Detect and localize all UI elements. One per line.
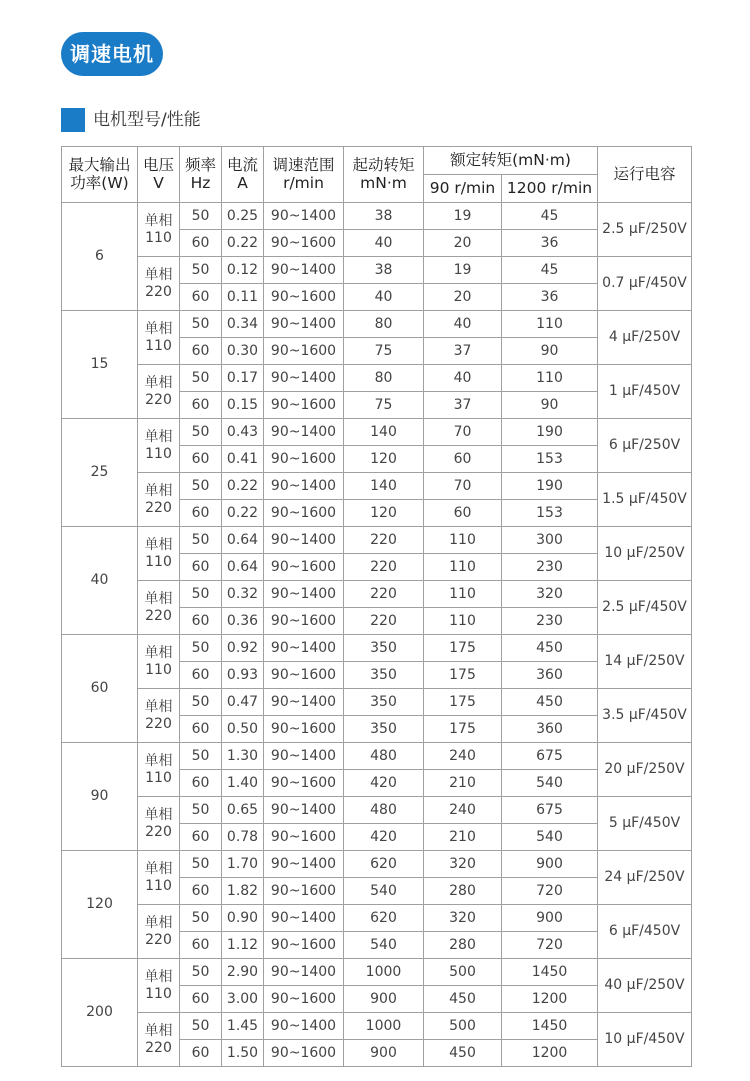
cell-frequency: 60 xyxy=(180,392,222,419)
cell-current: 0.50 xyxy=(222,716,264,743)
cell-voltage: 单相 220 xyxy=(138,257,180,311)
cell-rated-torque-90: 110 xyxy=(424,581,502,608)
cell-rated-torque-1200: 110 xyxy=(502,365,598,392)
cell-current: 0.25 xyxy=(222,203,264,230)
cell-starting-torque: 140 xyxy=(344,419,424,446)
cell-speed-range: 90~1400 xyxy=(264,419,344,446)
cell-rated-torque-1200: 720 xyxy=(502,932,598,959)
cell-starting-torque: 350 xyxy=(344,662,424,689)
cell-starting-torque: 120 xyxy=(344,500,424,527)
cell-speed-range: 90~1600 xyxy=(264,446,344,473)
section-badge: 调速电机 xyxy=(61,32,163,76)
cell-rated-torque-90: 175 xyxy=(424,635,502,662)
cell-current: 0.11 xyxy=(222,284,264,311)
cell-frequency: 60 xyxy=(180,500,222,527)
cell-current: 0.17 xyxy=(222,365,264,392)
cell-rated-torque-1200: 540 xyxy=(502,770,598,797)
cell-starting-torque: 350 xyxy=(344,716,424,743)
table-row xyxy=(62,581,692,608)
header-starting-torque: 起动转矩 mN·m xyxy=(344,147,424,203)
cell-capacitor: 2.5 µF/250V xyxy=(598,203,692,257)
table-row xyxy=(62,851,692,878)
cell-power: 60 xyxy=(62,635,138,743)
cell-frequency: 50 xyxy=(180,959,222,986)
cell-speed-range: 90~1600 xyxy=(264,284,344,311)
cell-frequency: 50 xyxy=(180,1013,222,1040)
cell-current: 0.34 xyxy=(222,311,264,338)
cell-speed-range: 90~1400 xyxy=(264,1013,344,1040)
cell-voltage: 单相 220 xyxy=(138,689,180,743)
cell-voltage: 单相 220 xyxy=(138,365,180,419)
cell-rated-torque-90: 60 xyxy=(424,446,502,473)
cell-rated-torque-90: 19 xyxy=(424,257,502,284)
cell-capacitor: 14 µF/250V xyxy=(598,635,692,689)
cell-capacitor: 6 µF/450V xyxy=(598,905,692,959)
cell-power: 90 xyxy=(62,743,138,851)
cell-frequency: 60 xyxy=(180,662,222,689)
cell-speed-range: 90~1400 xyxy=(264,311,344,338)
cell-rated-torque-1200: 190 xyxy=(502,473,598,500)
cell-rated-torque-90: 110 xyxy=(424,608,502,635)
cell-current: 3.00 xyxy=(222,986,264,1013)
cell-rated-torque-1200: 320 xyxy=(502,581,598,608)
cell-power: 200 xyxy=(62,959,138,1067)
table-row xyxy=(62,365,692,392)
cell-frequency: 60 xyxy=(180,608,222,635)
cell-speed-range: 90~1400 xyxy=(264,635,344,662)
cell-speed-range: 90~1400 xyxy=(264,905,344,932)
table-row xyxy=(62,689,692,716)
cell-speed-range: 90~1600 xyxy=(264,932,344,959)
cell-power: 25 xyxy=(62,419,138,527)
cell-current: 0.78 xyxy=(222,824,264,851)
cell-rated-torque-1200: 230 xyxy=(502,608,598,635)
cell-frequency: 60 xyxy=(180,986,222,1013)
cell-starting-torque: 40 xyxy=(344,284,424,311)
cell-rated-torque-1200: 450 xyxy=(502,635,598,662)
cell-speed-range: 90~1600 xyxy=(264,230,344,257)
cell-starting-torque: 420 xyxy=(344,770,424,797)
cell-rated-torque-1200: 190 xyxy=(502,419,598,446)
table-row xyxy=(62,905,692,932)
header-voltage: 电压 V xyxy=(138,147,180,203)
cell-current: 0.12 xyxy=(222,257,264,284)
cell-speed-range: 90~1600 xyxy=(264,770,344,797)
table-row xyxy=(62,1013,692,1040)
cell-voltage: 单相 220 xyxy=(138,797,180,851)
cell-current: 0.92 xyxy=(222,635,264,662)
cell-rated-torque-1200: 360 xyxy=(502,662,598,689)
cell-power: 120 xyxy=(62,851,138,959)
cell-starting-torque: 40 xyxy=(344,230,424,257)
cell-starting-torque: 350 xyxy=(344,689,424,716)
cell-rated-torque-90: 240 xyxy=(424,797,502,824)
cell-frequency: 50 xyxy=(180,203,222,230)
cell-rated-torque-1200: 900 xyxy=(502,851,598,878)
cell-frequency: 50 xyxy=(180,689,222,716)
cell-speed-range: 90~1400 xyxy=(264,365,344,392)
header-rated-90: 90 r/min xyxy=(424,175,502,203)
cell-speed-range: 90~1600 xyxy=(264,608,344,635)
cell-frequency: 50 xyxy=(180,743,222,770)
cell-rated-torque-90: 210 xyxy=(424,770,502,797)
cell-speed-range: 90~1600 xyxy=(264,500,344,527)
header-rated-torque: 额定转矩(mN·m) xyxy=(424,147,598,175)
cell-starting-torque: 220 xyxy=(344,608,424,635)
cell-rated-torque-1200: 360 xyxy=(502,716,598,743)
cell-frequency: 50 xyxy=(180,851,222,878)
cell-rated-torque-1200: 90 xyxy=(502,392,598,419)
cell-rated-torque-1200: 1450 xyxy=(502,959,598,986)
cell-starting-torque: 480 xyxy=(344,797,424,824)
cell-rated-torque-90: 450 xyxy=(424,1040,502,1067)
cell-capacitor: 1.5 µF/450V xyxy=(598,473,692,527)
cell-current: 1.30 xyxy=(222,743,264,770)
cell-frequency: 60 xyxy=(180,230,222,257)
cell-rated-torque-90: 320 xyxy=(424,851,502,878)
cell-speed-range: 90~1600 xyxy=(264,986,344,1013)
cell-speed-range: 90~1400 xyxy=(264,527,344,554)
section-title: 电机型号/性能 xyxy=(93,110,201,130)
cell-speed-range: 90~1600 xyxy=(264,1040,344,1067)
cell-capacitor: 24 µF/250V xyxy=(598,851,692,905)
cell-frequency: 50 xyxy=(180,581,222,608)
cell-rated-torque-90: 70 xyxy=(424,473,502,500)
cell-starting-torque: 620 xyxy=(344,851,424,878)
cell-speed-range: 90~1600 xyxy=(264,716,344,743)
cell-rated-torque-90: 450 xyxy=(424,986,502,1013)
cell-current: 1.82 xyxy=(222,878,264,905)
cell-speed-range: 90~1600 xyxy=(264,338,344,365)
cell-current: 1.40 xyxy=(222,770,264,797)
cell-voltage: 单相 110 xyxy=(138,203,180,257)
cell-rated-torque-1200: 230 xyxy=(502,554,598,581)
cell-frequency: 60 xyxy=(180,554,222,581)
cell-starting-torque: 80 xyxy=(344,311,424,338)
cell-power: 40 xyxy=(62,527,138,635)
cell-voltage: 单相 110 xyxy=(138,851,180,905)
cell-current: 1.70 xyxy=(222,851,264,878)
cell-current: 0.64 xyxy=(222,527,264,554)
cell-speed-range: 90~1400 xyxy=(264,581,344,608)
cell-speed-range: 90~1400 xyxy=(264,743,344,770)
cell-starting-torque: 350 xyxy=(344,635,424,662)
cell-current: 0.43 xyxy=(222,419,264,446)
cell-frequency: 50 xyxy=(180,527,222,554)
cell-rated-torque-90: 175 xyxy=(424,689,502,716)
cell-current: 0.36 xyxy=(222,608,264,635)
cell-voltage: 单相 110 xyxy=(138,743,180,797)
cell-rated-torque-90: 37 xyxy=(424,338,502,365)
cell-rated-torque-1200: 45 xyxy=(502,257,598,284)
header-power: 最大输出 功率(W) xyxy=(62,147,138,203)
cell-rated-torque-90: 110 xyxy=(424,554,502,581)
cell-current: 1.50 xyxy=(222,1040,264,1067)
cell-frequency: 60 xyxy=(180,824,222,851)
cell-rated-torque-1200: 36 xyxy=(502,284,598,311)
cell-current: 0.65 xyxy=(222,797,264,824)
table-row xyxy=(62,959,692,986)
cell-rated-torque-1200: 1200 xyxy=(502,1040,598,1067)
cell-rated-torque-1200: 36 xyxy=(502,230,598,257)
cell-starting-torque: 1000 xyxy=(344,959,424,986)
cell-starting-torque: 540 xyxy=(344,932,424,959)
cell-speed-range: 90~1400 xyxy=(264,473,344,500)
cell-capacitor: 1 µF/450V xyxy=(598,365,692,419)
cell-starting-torque: 620 xyxy=(344,905,424,932)
cell-rated-torque-90: 40 xyxy=(424,365,502,392)
cell-voltage: 单相 220 xyxy=(138,581,180,635)
cell-rated-torque-90: 70 xyxy=(424,419,502,446)
cell-frequency: 60 xyxy=(180,446,222,473)
cell-speed-range: 90~1600 xyxy=(264,662,344,689)
cell-rated-torque-90: 20 xyxy=(424,230,502,257)
cell-power: 15 xyxy=(62,311,138,419)
cell-starting-torque: 480 xyxy=(344,743,424,770)
cell-rated-torque-90: 175 xyxy=(424,716,502,743)
cell-voltage: 单相 220 xyxy=(138,473,180,527)
cell-current: 0.32 xyxy=(222,581,264,608)
cell-power: 6 xyxy=(62,203,138,311)
cell-rated-torque-90: 175 xyxy=(424,662,502,689)
cell-capacitor: 40 µF/250V xyxy=(598,959,692,1013)
cell-capacitor: 3.5 µF/450V xyxy=(598,689,692,743)
cell-rated-torque-90: 320 xyxy=(424,905,502,932)
header-speed-range: 调速范围 r/min xyxy=(264,147,344,203)
cell-capacitor: 20 µF/250V xyxy=(598,743,692,797)
spec-table xyxy=(61,146,692,1067)
table-row xyxy=(62,257,692,284)
cell-current: 0.30 xyxy=(222,338,264,365)
cell-starting-torque: 80 xyxy=(344,365,424,392)
cell-rated-torque-1200: 300 xyxy=(502,527,598,554)
cell-starting-torque: 38 xyxy=(344,203,424,230)
cell-speed-range: 90~1400 xyxy=(264,797,344,824)
cell-current: 0.93 xyxy=(222,662,264,689)
cell-voltage: 单相 110 xyxy=(138,419,180,473)
cell-rated-torque-90: 19 xyxy=(424,203,502,230)
table-row xyxy=(62,473,692,500)
cell-capacitor: 0.7 µF/450V xyxy=(598,257,692,311)
cell-starting-torque: 220 xyxy=(344,527,424,554)
cell-speed-range: 90~1600 xyxy=(264,878,344,905)
table-row xyxy=(62,527,692,554)
cell-frequency: 60 xyxy=(180,284,222,311)
cell-rated-torque-1200: 1450 xyxy=(502,1013,598,1040)
cell-rated-torque-90: 20 xyxy=(424,284,502,311)
cell-rated-torque-90: 60 xyxy=(424,500,502,527)
cell-current: 2.90 xyxy=(222,959,264,986)
cell-rated-torque-1200: 720 xyxy=(502,878,598,905)
cell-starting-torque: 75 xyxy=(344,392,424,419)
cell-frequency: 60 xyxy=(180,770,222,797)
cell-frequency: 50 xyxy=(180,257,222,284)
table-row xyxy=(62,743,692,770)
cell-voltage: 单相 110 xyxy=(138,311,180,365)
cell-frequency: 50 xyxy=(180,905,222,932)
cell-voltage: 单相 110 xyxy=(138,635,180,689)
cell-starting-torque: 900 xyxy=(344,1040,424,1067)
cell-rated-torque-90: 500 xyxy=(424,959,502,986)
cell-current: 1.12 xyxy=(222,932,264,959)
cell-rated-torque-1200: 1200 xyxy=(502,986,598,1013)
cell-capacitor: 10 µF/250V xyxy=(598,527,692,581)
cell-rated-torque-1200: 675 xyxy=(502,743,598,770)
header-current: 电流 A xyxy=(222,147,264,203)
cell-starting-torque: 900 xyxy=(344,986,424,1013)
cell-current: 0.64 xyxy=(222,554,264,581)
cell-frequency: 60 xyxy=(180,716,222,743)
cell-frequency: 60 xyxy=(180,932,222,959)
cell-frequency: 60 xyxy=(180,878,222,905)
cell-speed-range: 90~1400 xyxy=(264,959,344,986)
cell-frequency: 50 xyxy=(180,635,222,662)
cell-rated-torque-90: 280 xyxy=(424,878,502,905)
table-row xyxy=(62,203,692,230)
cell-rated-torque-1200: 90 xyxy=(502,338,598,365)
header-row xyxy=(62,147,692,175)
cell-capacitor: 5 µF/450V xyxy=(598,797,692,851)
cell-frequency: 50 xyxy=(180,797,222,824)
table-row xyxy=(62,419,692,446)
cell-rated-torque-1200: 900 xyxy=(502,905,598,932)
cell-speed-range: 90~1400 xyxy=(264,689,344,716)
cell-voltage: 单相 220 xyxy=(138,905,180,959)
cell-capacitor: 4 µF/250V xyxy=(598,311,692,365)
cell-rated-torque-1200: 450 xyxy=(502,689,598,716)
cell-starting-torque: 220 xyxy=(344,554,424,581)
cell-frequency: 50 xyxy=(180,419,222,446)
table-row xyxy=(62,635,692,662)
cell-starting-torque: 540 xyxy=(344,878,424,905)
cell-frequency: 50 xyxy=(180,365,222,392)
cell-speed-range: 90~1400 xyxy=(264,257,344,284)
cell-current: 0.41 xyxy=(222,446,264,473)
cell-capacitor: 6 µF/250V xyxy=(598,419,692,473)
cell-starting-torque: 38 xyxy=(344,257,424,284)
cell-rated-torque-90: 210 xyxy=(424,824,502,851)
cell-current: 0.90 xyxy=(222,905,264,932)
cell-starting-torque: 120 xyxy=(344,446,424,473)
cell-rated-torque-90: 280 xyxy=(424,932,502,959)
table-row xyxy=(62,797,692,824)
cell-speed-range: 90~1600 xyxy=(264,824,344,851)
cell-current: 0.22 xyxy=(222,500,264,527)
cell-rated-torque-90: 110 xyxy=(424,527,502,554)
header-capacitor: 运行电容 xyxy=(598,147,692,203)
cell-rated-torque-1200: 45 xyxy=(502,203,598,230)
cell-rated-torque-1200: 153 xyxy=(502,446,598,473)
cell-frequency: 60 xyxy=(180,1040,222,1067)
cell-starting-torque: 220 xyxy=(344,581,424,608)
cell-rated-torque-90: 240 xyxy=(424,743,502,770)
header-rated-1200: 1200 r/min xyxy=(502,175,598,203)
cell-voltage: 单相 110 xyxy=(138,959,180,1013)
cell-current: 1.45 xyxy=(222,1013,264,1040)
cell-starting-torque: 420 xyxy=(344,824,424,851)
cell-current: 0.15 xyxy=(222,392,264,419)
cell-frequency: 50 xyxy=(180,311,222,338)
table-row xyxy=(62,311,692,338)
header-frequency: 频率 Hz xyxy=(180,147,222,203)
cell-current: 0.22 xyxy=(222,230,264,257)
cell-current: 0.22 xyxy=(222,473,264,500)
cell-rated-torque-1200: 110 xyxy=(502,311,598,338)
cell-rated-torque-1200: 540 xyxy=(502,824,598,851)
cell-capacitor: 2.5 µF/450V xyxy=(598,581,692,635)
cell-speed-range: 90~1400 xyxy=(264,203,344,230)
cell-voltage: 单相 220 xyxy=(138,1013,180,1067)
cell-speed-range: 90~1600 xyxy=(264,554,344,581)
cell-starting-torque: 140 xyxy=(344,473,424,500)
cell-rated-torque-90: 500 xyxy=(424,1013,502,1040)
cell-starting-torque: 75 xyxy=(344,338,424,365)
cell-rated-torque-1200: 675 xyxy=(502,797,598,824)
cell-frequency: 50 xyxy=(180,473,222,500)
square-marker-icon xyxy=(61,108,85,132)
cell-rated-torque-90: 40 xyxy=(424,311,502,338)
cell-speed-range: 90~1600 xyxy=(264,392,344,419)
cell-current: 0.47 xyxy=(222,689,264,716)
cell-frequency: 60 xyxy=(180,338,222,365)
cell-starting-torque: 1000 xyxy=(344,1013,424,1040)
cell-rated-torque-90: 37 xyxy=(424,392,502,419)
cell-rated-torque-1200: 153 xyxy=(502,500,598,527)
cell-capacitor: 10 µF/450V xyxy=(598,1013,692,1067)
cell-voltage: 单相 110 xyxy=(138,527,180,581)
cell-speed-range: 90~1400 xyxy=(264,851,344,878)
